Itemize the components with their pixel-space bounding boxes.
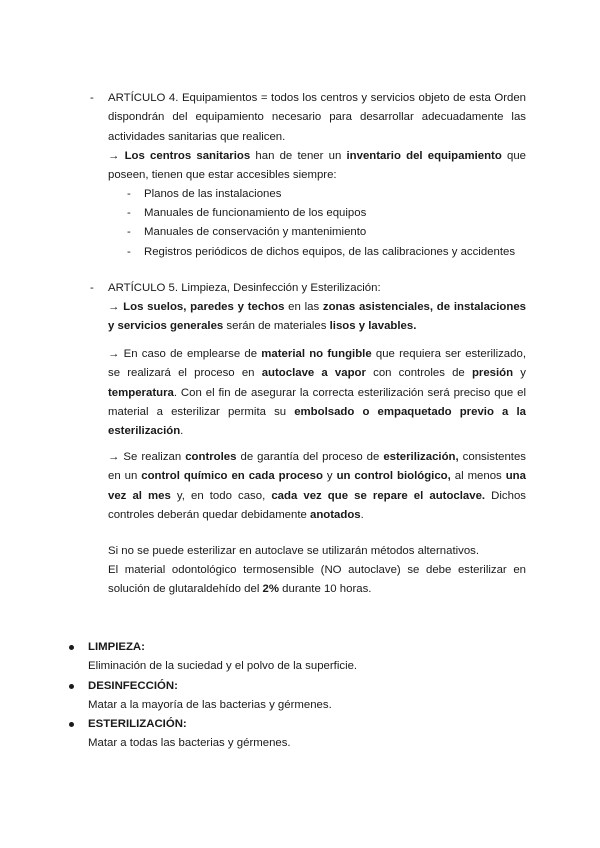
list-item: Planos de las instalaciones bbox=[144, 188, 282, 200]
article-5-paragraph-surfaces: → Los suelos, paredes y techos en las zonas asistenciales, de instalaciones y servicios generales serán de materiales lisos y lavables. bbox=[108, 301, 526, 333]
arrow-icon: → bbox=[108, 150, 120, 162]
definition-desc-desinfeccion: Matar a la mayoría de las bacterias y gérmenes. bbox=[88, 699, 332, 711]
arrow-icon: → bbox=[108, 301, 120, 313]
article-5-paragraph-autoclave: → En caso de emplearse de material no fungible que requiera ser esterilizado, se realizará el proceso en autoclave a vapor con controles de presión y temperatura. Con el fin de asegurar la correcta esterilización será preciso que el material a esterilizar permita su embolsado o empaquetado previo a la esterilización. bbox=[108, 348, 526, 438]
arrow-icon: → bbox=[108, 451, 120, 463]
list-item: Registros periódicos de dichos equipos, de las calibraciones y accidentes bbox=[144, 246, 516, 258]
thermosensitive-material-note: El material odontológico termosensible (NO autoclave) se debe esterilizar en solución de glutaraldehído del 2% durante 10 horas. bbox=[108, 564, 526, 596]
list-dash: - bbox=[127, 188, 131, 200]
article-4-inventory-paragraph: → Los centros sanitarios han de tener un inventario del equipamiento que poseen, tienen que estar accesibles siempre: bbox=[108, 150, 527, 182]
list-dash: - bbox=[90, 282, 94, 294]
list-item: Manuales de conservación y mantenimiento bbox=[144, 226, 367, 238]
definition-desc-limpieza: Eliminación de la suciedad y el polvo de la superficie. bbox=[88, 660, 358, 672]
arrow-icon: → bbox=[108, 348, 120, 360]
bullet-icon bbox=[69, 722, 74, 727]
article-5-title: ARTÍCULO 5. Limpieza, Desinfección y Esterilización: bbox=[108, 282, 381, 294]
autoclave-alternative-note: Si no se puede esterilizar en autoclave se utilizarán métodos alternativos. bbox=[108, 545, 480, 557]
article-4-intro: ARTÍCULO 4. Equipamientos = todos los centros y servicios objeto de esta Orden dispondrán del equipamiento necesario para desarrollar adecuadamente las actividades sanitarias que realicen. bbox=[108, 92, 526, 143]
bullet-icon bbox=[69, 645, 74, 650]
list-dash: - bbox=[90, 92, 94, 104]
list-dash: - bbox=[127, 207, 131, 219]
list-dash: - bbox=[127, 246, 131, 258]
definition-term-desinfeccion: DESINFECCIÓN: bbox=[88, 680, 178, 692]
list-item: Manuales de funcionamiento de los equipos bbox=[144, 207, 367, 219]
list-dash: - bbox=[127, 226, 131, 238]
definition-term-esterilizacion: ESTERILIZACIÓN: bbox=[88, 718, 187, 730]
definition-desc-esterilizacion: Matar a todas las bacterias y gérmenes. bbox=[88, 737, 291, 749]
definition-term-limpieza: LIMPIEZA: bbox=[88, 641, 145, 653]
bullet-icon bbox=[69, 684, 74, 689]
article-5-paragraph-controls: → Se realizan controles de garantía del proceso de esterilización, consistentes en un control químico en cada proceso y un control biológico, al menos una vez al mes y, en todo caso, cada vez que se repare el autoclave. Dichos controles deberán quedar debidamente anotados. bbox=[108, 451, 526, 521]
